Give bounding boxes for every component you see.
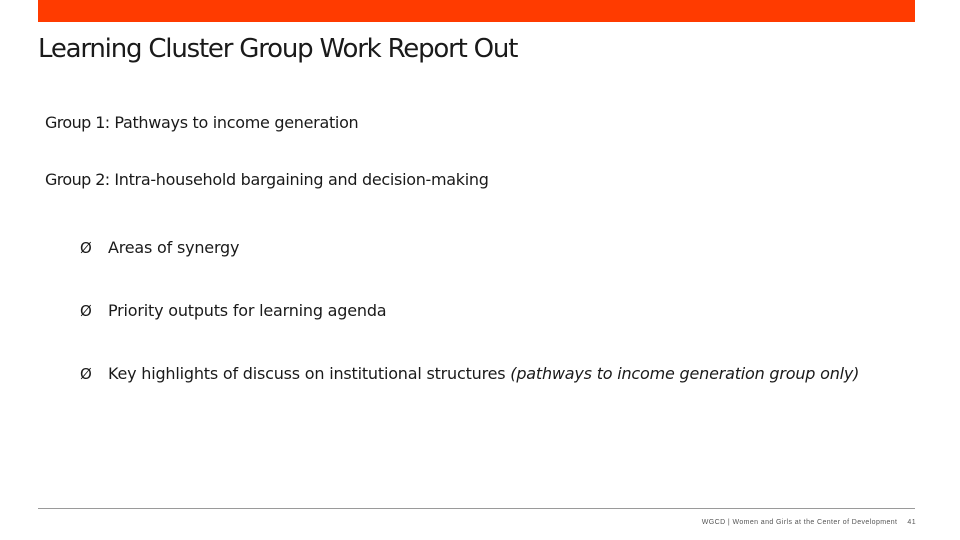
bullet-text: Key highlights of discuss on institutional structures <box>108 364 511 383</box>
bullet-item <box>80 364 859 383</box>
group-1-label: Group 1: <box>45 113 110 132</box>
arrow-bullet-icon: Ø <box>80 365 92 383</box>
bullet-text: Areas of synergy <box>108 238 240 257</box>
bullet-text: Priority outputs for learning agenda <box>108 301 387 320</box>
arrow-bullet-icon: Ø <box>80 302 92 320</box>
group-2-label: Group 2: <box>45 170 110 189</box>
group-2-line <box>45 170 489 190</box>
slide-title: Learning Cluster Group Work Report Out <box>38 34 518 64</box>
group-1-line <box>45 113 358 133</box>
footer-text: WGCD | Women and Girls at the Center of Development <box>701 519 898 526</box>
accent-header-bar <box>38 0 915 22</box>
slide-footer <box>0 519 916 526</box>
bullet-item <box>80 238 239 257</box>
bullet-note: (pathways to income generation group only) <box>510 364 860 383</box>
arrow-bullet-icon: Ø <box>80 239 92 257</box>
page-number: 41 <box>907 519 916 526</box>
bullet-item <box>80 301 386 320</box>
footer-divider <box>38 508 915 509</box>
group-2-text: Intra-household bargaining and decision-making <box>114 170 489 189</box>
group-1-text: Pathways to income generation <box>114 113 359 132</box>
